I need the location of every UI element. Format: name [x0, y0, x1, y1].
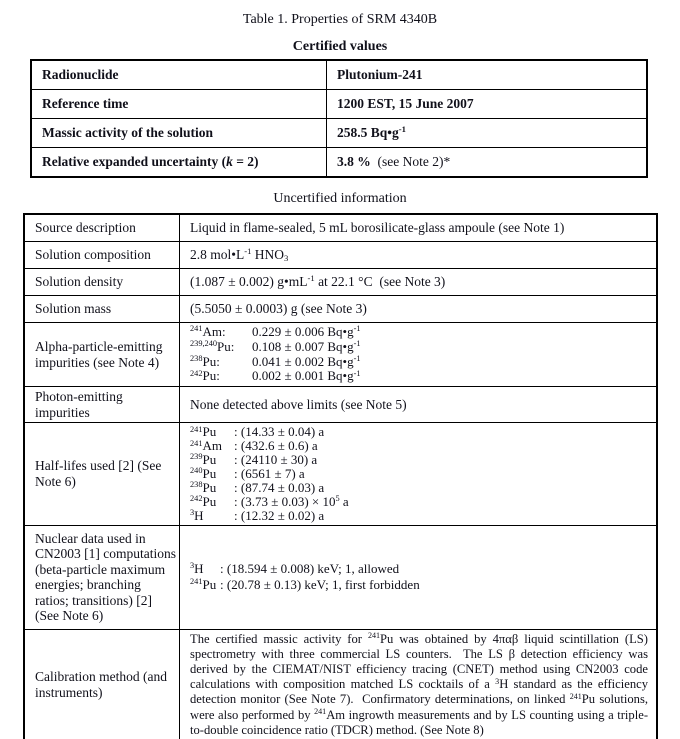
row-value: None detected above limits (see Note 5) [180, 387, 658, 423]
nuclide-label: $^{238}$Pu: [190, 353, 220, 369]
nuclide-label: $^3$H [190, 561, 204, 577]
nuclide-label: $^{239}$Pu [190, 452, 217, 467]
row-value: 3.8 % (see Note 2)* [327, 148, 648, 178]
row-value [180, 423, 658, 525]
page-title: Table 1. Properties of SRM 4340B [242, 12, 438, 27]
half-life-value: : (24110 ± 30) a [234, 452, 318, 467]
half-life-line [190, 439, 648, 453]
activity-value: 0.002 ± 0.001 $Bq•g^{-1}$ [252, 368, 361, 384]
row-label: Nuclear data used in CN2003 [1] computations (beta-particle maximum energies; branching ratios; transitions) [2] (See Note 6) [24, 525, 180, 629]
nuclide-label: $^{241}$Am [190, 438, 222, 454]
nuclide-label: $^{241}$Pu [190, 577, 217, 593]
certified-values-table [30, 59, 648, 178]
nuclide-label: $^{239,240}$Pu: [190, 338, 235, 354]
nuclide-label: $^{238}$Pu [190, 479, 217, 495]
nuclide-label: $^{242}$Pu: [190, 368, 220, 384]
nuclear-data-line [190, 577, 648, 593]
nuclide-label: $^{240}$Pu [190, 465, 217, 481]
impurity-line [190, 355, 648, 370]
table-row [24, 269, 657, 296]
row-label: Massic activity of the solution [31, 119, 327, 148]
table-row [31, 60, 647, 90]
certified-values-heading: Certified values [292, 39, 388, 54]
table-row [24, 214, 657, 242]
uncertified-information-table [23, 213, 658, 739]
half-life-value: : (14.33 ± 0.04) a [234, 424, 325, 440]
activity-value: 0.041 ± 0.002 $Bq•g^{-1}$ [252, 353, 361, 369]
row-value: 258.5 $Bq•g^{-1}$ [327, 119, 648, 148]
half-life-value: : (87.74 ± 0.03) a [234, 479, 325, 495]
half-life-line [190, 467, 648, 481]
row-value: Liquid in flame-sealed, 5 mL borosilicate-glass ampoule (see Note 1) [180, 214, 658, 242]
table-row [24, 296, 657, 323]
row-value: Plutonium-241 [327, 60, 648, 90]
table-row-alpha-impurities [24, 323, 657, 387]
row-label: Radionuclide [31, 60, 327, 90]
half-life-line [190, 453, 648, 467]
row-value: 2.8 $mol•L^{-1}$ $HNO_3$ [180, 242, 658, 269]
table-row-photon-impurities [24, 387, 657, 423]
row-label: Relative expanded uncertainty (k = 2) [31, 148, 327, 178]
row-value: (5.5050 ± 0.0003) g (see Note 3) [180, 296, 658, 323]
row-label: Solution mass [24, 296, 180, 323]
nuclear-data-line [190, 561, 648, 577]
half-life-line [190, 495, 648, 509]
impurity-line [190, 325, 648, 340]
calibration-method-text: The certified massic activity for $^{241}$Pu was obtained by 4παβ liquid scintillation (LS) spectrometry with three commercial LS counters. The LS β detection efficiency was derived by the CIEMAT/NIST efficiency tracing (CNET) method using CN2003 code calculations with composition matched LS cocktails of a $^3$H standard as the efficiency detection monitor (See Note 7). Confirmatory determinations, on linked $^{241}$Pu solutions, were also performed by $^{241}$Am ingrowth measurements and by LS counting using a triple-to-double coincidence ratio (TDCR) method. (See Note 8) [190, 631, 649, 737]
table-row [31, 90, 647, 119]
table-row [24, 242, 657, 269]
table-row-half-lifes [24, 423, 657, 525]
half-life-line [190, 425, 648, 439]
table-row [31, 119, 647, 148]
row-label: Solution composition [24, 242, 180, 269]
row-label: Alpha-particle-emitting impurities (see Note 4) [24, 323, 180, 387]
uncertified-information-heading: Uncertified information [273, 191, 407, 206]
nuclide-label: $^{241}$Am: [190, 324, 226, 339]
row-value [180, 323, 658, 387]
half-life-value: : $(3.73 \pm 0.03) \times 10^5$ a [234, 493, 349, 509]
row-value: (1.087 ± 0.002) $g•mL^{-1}$ at 22.1 °C (see Note 3) [180, 269, 658, 296]
activity-value: 0.229 ± 0.006 $Bq•g^{-1}$ [252, 324, 361, 339]
half-life-value: : (6561 ± 7) a [234, 465, 305, 481]
nuclide-label: $^{242}$Pu [190, 493, 217, 509]
row-label: Calibration method (and instruments) [24, 629, 180, 739]
row-label: Reference time [31, 90, 327, 119]
row-value [180, 525, 658, 629]
table-row [31, 148, 647, 178]
table-row-calibration-method [24, 629, 657, 739]
activity-value: 0.108 ± 0.007 $Bq•g^{-1}$ [252, 338, 361, 354]
nuclide-label: $^3$H [190, 507, 204, 523]
row-label: Source description [24, 214, 180, 242]
impurity-line [190, 369, 648, 384]
row-value [180, 629, 658, 739]
row-value: 1200 EST, 15 June 2007 [327, 90, 648, 119]
nuclear-data-value: : (18.594 ± 0.008) keV; 1, allowed [220, 561, 400, 577]
nuclide-label: $^{241}$Pu [190, 424, 217, 440]
half-life-value: : (12.32 ± 0.02) a [234, 507, 325, 523]
row-label: Solution density [24, 269, 180, 296]
half-life-line [190, 481, 648, 495]
impurity-line [190, 340, 648, 355]
row-label: Half-lifes used [2] (See Note 6) [24, 423, 180, 525]
nuclear-data-value: : (20.78 ± 0.13) keV; 1, first forbidden [220, 577, 420, 593]
half-life-line [190, 509, 648, 523]
half-life-value: : (432.6 ± 0.6) a [234, 438, 318, 454]
table-row-nuclear-data [24, 525, 657, 629]
row-label: Photon-emitting impurities [24, 387, 180, 423]
